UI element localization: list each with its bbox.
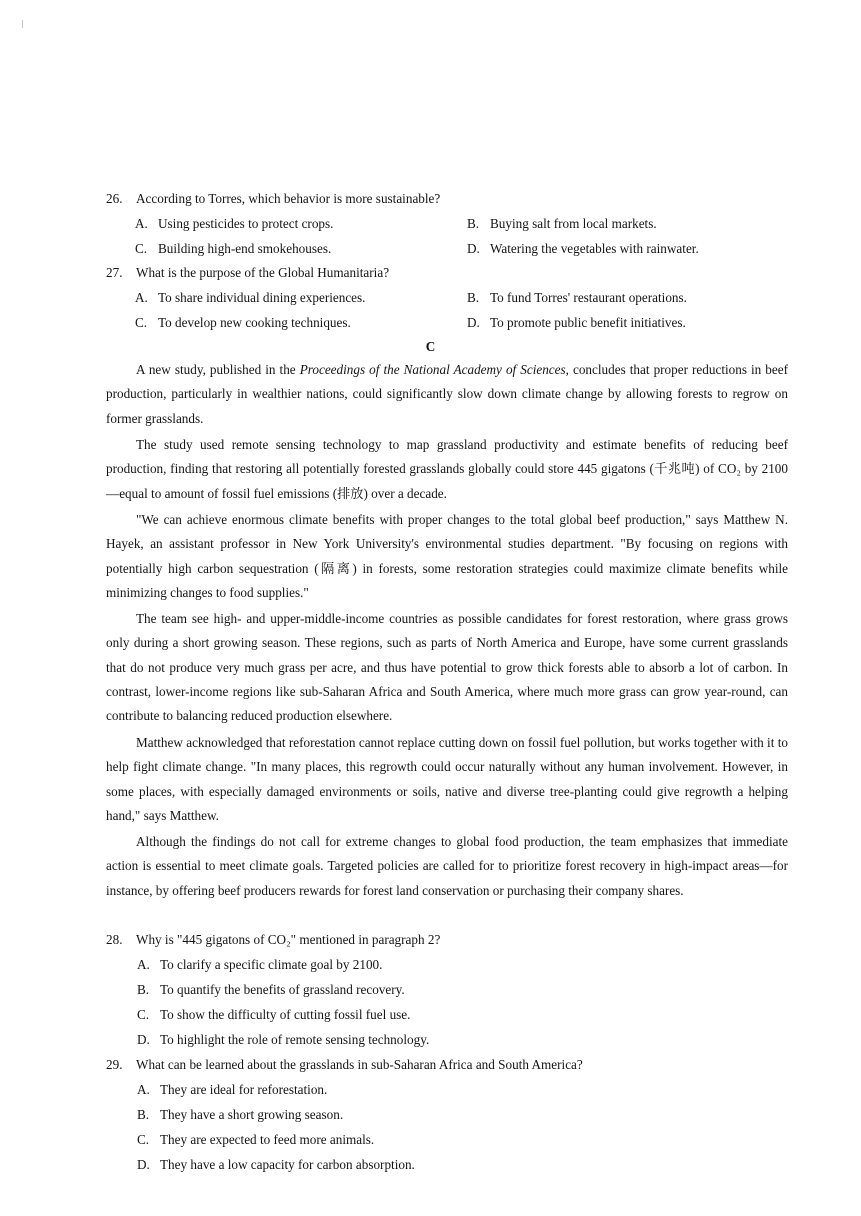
option-letter: A. xyxy=(137,957,150,972)
passage-paragraph-6 xyxy=(106,830,788,903)
paragraph-text: The study used remote sensing technology to map grassland productivity and estimate benefits of reducing beef production, finding that restoring all potentially forested grasslands globally could store 445 gigatons (千兆吨) of CO₂ by 2100—equal to amount of fossil fuel emissions (排放) over a decade. xyxy=(106,437,788,501)
scan-mark xyxy=(22,20,23,28)
option-28-c xyxy=(137,1007,410,1023)
option-letter: C. xyxy=(137,1007,150,1022)
option-text: To fund Torres' restaurant operations. xyxy=(490,290,687,305)
passage-paragraph-1 xyxy=(106,358,788,431)
option-letter: B. xyxy=(137,1107,150,1122)
option-letter: D. xyxy=(467,315,480,330)
option-text: Using pesticides to protect crops. xyxy=(158,216,334,231)
option-text: To quantify the benefits of grassland recovery. xyxy=(160,982,405,997)
question-number: 28. xyxy=(106,932,123,947)
option-letter: A. xyxy=(137,1082,150,1097)
passage-paragraph-3 xyxy=(106,508,788,605)
question-stem: What is the purpose of the Global Humanitaria? xyxy=(136,265,390,280)
option-26-a xyxy=(135,216,333,232)
option-letter: A. xyxy=(135,216,148,231)
question-28 xyxy=(106,932,806,948)
option-26-d xyxy=(467,241,699,257)
option-letter: A. xyxy=(135,290,148,305)
paragraph-text: The team see high- and upper-middle-income countries as possible candidates for forest restoration, where grass grows only during a short growing season. These regions, such as parts of North America and Europe, have some current grasslands that do not produce very much grass per acre, and thus have potential to grow thick forests able to absorb a lot of carbon. In contrast, lower-income regions like sub-Saharan Africa and South America, where much more grass can grow year-round, can contribute to balancing reduced production elsewhere. xyxy=(106,611,788,724)
option-text: To develop new cooking techniques. xyxy=(158,315,351,330)
option-29-c xyxy=(137,1132,374,1148)
question-26 xyxy=(106,191,806,207)
option-text: To share individual dining experiences. xyxy=(158,290,366,305)
option-28-b xyxy=(137,982,405,998)
option-letter: D. xyxy=(467,241,480,256)
question-27 xyxy=(106,265,806,281)
option-27-b xyxy=(467,290,687,306)
option-text: Watering the vegetables with rainwater. xyxy=(490,241,699,256)
option-text: To show the difficulty of cutting fossil fuel use. xyxy=(160,1007,411,1022)
paragraph-text: Matthew acknowledged that reforestation cannot replace cutting down on fossil fuel pollution, but works together with it to help fight climate change. "In many places, this regrowth could occur naturally without any human involvement. However, in some places, with especially damaged environments or soils, native and diverse tree-planting could give regrowth a helping hand," says Matthew. xyxy=(106,735,788,823)
option-27-c xyxy=(135,315,351,331)
option-text: Building high-end smokehouses. xyxy=(158,241,332,256)
option-text: To clarify a specific climate goal by 2100. xyxy=(160,957,383,972)
option-letter: B. xyxy=(467,216,480,231)
option-28-d xyxy=(137,1032,429,1048)
question-number: 26. xyxy=(106,191,123,206)
option-29-d xyxy=(137,1157,415,1173)
journal-title: Proceedings of the National Academy of Sciences xyxy=(299,362,566,377)
option-letter: D. xyxy=(137,1032,150,1047)
question-stem: According to Torres, which behavior is more sustainable? xyxy=(136,191,441,206)
passage-paragraph-2 xyxy=(106,433,788,506)
option-letter: B. xyxy=(467,290,480,305)
paragraph-text: , concludes that proper reductions in beef production, particularly in wealthier nations, could significantly slow down climate change by allowing forests to regrow on former grasslands. xyxy=(106,362,788,426)
option-27-d xyxy=(467,315,686,331)
question-stem: Why is "445 gigatons of CO₂" mentioned in paragraph 2? xyxy=(136,932,441,947)
option-text: They have a low capacity for carbon absorption. xyxy=(160,1157,415,1172)
option-27-a xyxy=(135,290,365,306)
option-29-b xyxy=(137,1107,343,1123)
option-letter: C. xyxy=(135,315,148,330)
option-26-c xyxy=(135,241,331,257)
option-text: They are expected to feed more animals. xyxy=(160,1132,375,1147)
option-text: To promote public benefit initiatives. xyxy=(490,315,686,330)
option-letter: C. xyxy=(135,241,148,256)
question-number: 29. xyxy=(106,1057,123,1072)
section-label: C xyxy=(425,339,436,354)
option-text: They are ideal for reforestation. xyxy=(160,1082,328,1097)
option-letter: C. xyxy=(137,1132,150,1147)
paragraph-text: "We can achieve enormous climate benefits with proper changes to the total global beef production," says Matthew N. Hayek, an assistant professor in New York University's environmental studies department. "By focusing on regions with potentially high carbon sequestration (隔离) in forests, some restoration strategies could maximize climate benefits while minimizing changes to food supplies." xyxy=(106,512,788,600)
question-29 xyxy=(106,1057,806,1073)
option-text: They have a short growing season. xyxy=(160,1107,344,1122)
paragraph-text: A new study, published in the xyxy=(136,362,300,377)
option-letter: D. xyxy=(137,1157,150,1172)
question-number: 27. xyxy=(106,265,123,280)
paragraph-text: Although the findings do not call for extreme changes to global food production, the team emphasizes that immediate action is essential to meet climate goals. Targeted policies are called for to prioritize forest recovery in high-impact areas—for instance, by offering beef producers rewards for forest land conservation or purchasing their company shares. xyxy=(106,834,788,898)
option-letter: B. xyxy=(137,982,150,997)
option-29-a xyxy=(137,1082,327,1098)
option-28-a xyxy=(137,957,382,973)
question-stem: What can be learned about the grasslands in sub-Saharan Africa and South America? xyxy=(136,1057,583,1072)
passage-paragraph-5 xyxy=(106,731,788,828)
option-text: Buying salt from local markets. xyxy=(490,216,657,231)
option-text: To highlight the role of remote sensing technology. xyxy=(160,1032,430,1047)
option-26-b xyxy=(467,216,657,232)
passage-paragraph-4 xyxy=(106,607,788,728)
